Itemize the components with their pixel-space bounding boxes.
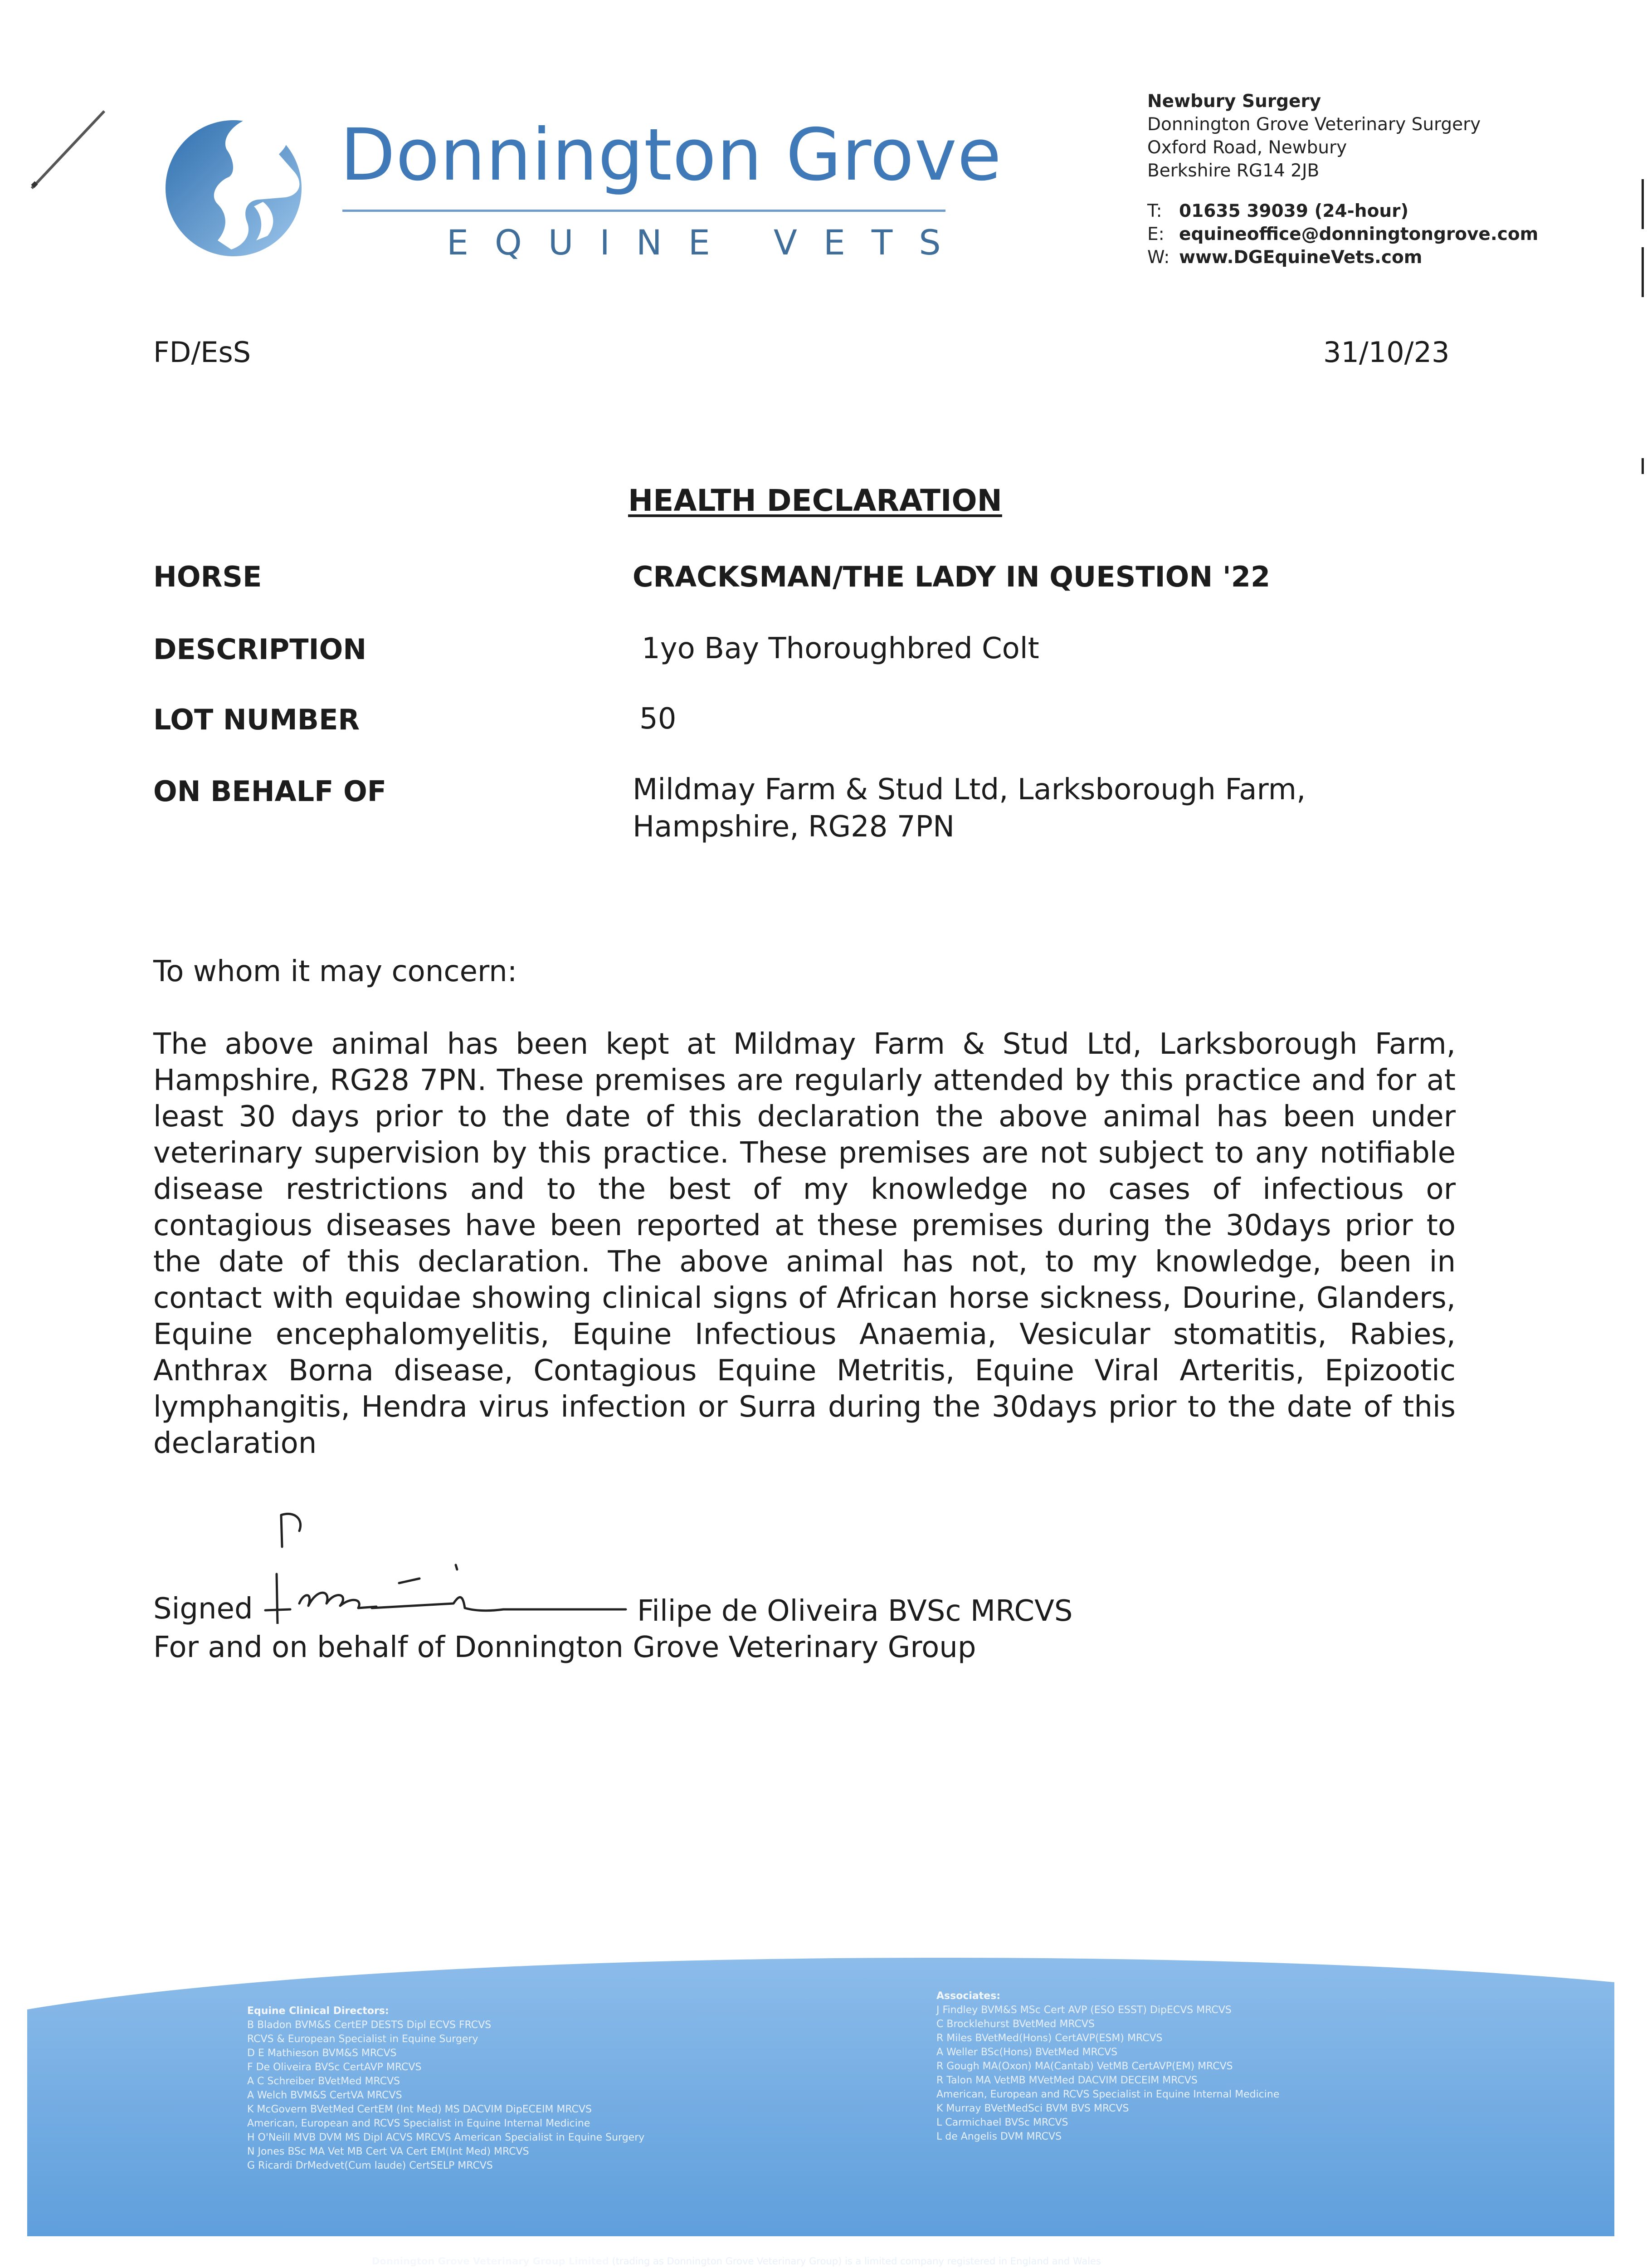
surgery-contact-block	[1147, 90, 1538, 269]
surgery-address-line: Berkshire RG14 2JB	[1147, 161, 1320, 181]
surgery-email: E: equineoffice@donningtongrove.com	[1147, 224, 1539, 244]
lot-number-value: 50	[639, 702, 677, 736]
footer-associates: Associates: J Findley BVM&S MSc Cert AVP (ESO ESST) DipECVS MRCVS C Brocklehurst BVetMed MRCVS R Miles BVetMed(Hons) CertAVP(ESM) MRCVS A Weller BSc(Hons) BVetMed MRCVS R Gough MA(Oxon) MA(Cantab) VetMB CertAVP(EM) MRCVS R Talon MA VetMB MVetMed DACVIM DECEIM MRCVS American, European and RCVS Specialist in Equine Internal Medicine K Murray BVetMedSci BVM BVS MRCVS L Carmichael BVSc MRCVS L de Angelis DVM MRCVS	[936, 1990, 1280, 2142]
scan-mark-line	[27, 107, 113, 193]
surgery-website: W: www.DGEquineVets.com	[1147, 247, 1423, 268]
scan-edge-mark	[1642, 247, 1644, 297]
document-reference: FD/EsS	[153, 336, 251, 369]
footer-company-note: Donnington Grove Veterinary Group Limited (trading as Donnington Grove Veterinary Group) is a limited company registered in England and Wales	[372, 2256, 1101, 2267]
surgery-address-line: Donnington Grove Veterinary Surgery	[1147, 114, 1481, 135]
salutation: To whom it may concern:	[153, 955, 517, 988]
scan-edge-mark	[1642, 458, 1644, 474]
surgery-phone: T: 01635 39039 (24-hour)	[1147, 201, 1409, 221]
surgery-heading: Newbury Surgery	[1147, 91, 1321, 112]
lot-number-label: LOT NUMBER	[153, 703, 360, 736]
surgery-address-line: Oxford Road, Newbury	[1147, 137, 1347, 158]
on-behalf-signature-line: For and on behalf of Donnington Grove Veterinary Group	[153, 1631, 976, 1664]
horse-value: CRACKSMAN/THE LADY IN QUESTION '22	[633, 560, 1271, 593]
brand-name: Donnington Grove	[340, 113, 1002, 197]
handwritten-signature	[263, 1506, 635, 1624]
on-behalf-value	[633, 771, 1358, 846]
scan-edge-mark	[1642, 179, 1644, 229]
on-behalf-line: Mildmay Farm & Stud Ltd, Larksborough Farm,	[633, 773, 1306, 807]
document-date: 31/10/23	[1323, 336, 1450, 369]
signed-label: Signed	[153, 1592, 253, 1626]
on-behalf-line: Hampshire, RG28 7PN	[633, 810, 955, 844]
description-value: 1yo Bay Thoroughbred Colt	[642, 632, 1039, 665]
signer-name: Filipe de Oliveira BVSc MRCVS	[637, 1594, 1073, 1628]
description-label: DESCRIPTION	[153, 633, 367, 666]
footer-directors: Equine Clinical Directors: B Bladon BVM&S CertEP DESTS Dipl ECVS FRCVS RCVS & European Specialist in Equine Surgery D E Mathieson BVM&S MRCVS F De Oliveira BVSc CertAVP MRCVS A C Schreiber BVetMed MRCVS A Welch BVM&S CertVA MRCVS K McGovern BVetMed CertEM (Int Med) MS DACVIM DipECEIM MRCVS American, European and RCVS Specialist in Equine Internal Medicine H O'Neill MVB DVM MS Dipl ACVS MRCVS American Specialist in Equine Surgery N Jones BSc MA Vet MB Cert VA Cert EM(Int Med) MRCVS G Ricardi DrMedvet(Cum laude) CertSELP MRCVS	[247, 2005, 645, 2171]
horse-head-logo	[150, 104, 331, 259]
brand-tagline: EQUINE VETS	[447, 222, 967, 263]
on-behalf-label: ON BEHALF OF	[153, 775, 387, 808]
declaration-body: The above animal has been kept at Mildmay Farm & Stud Ltd, Larksborough Farm, Hampshire, RG28 7PN. These premises are regularly attended by this practice and for at least 30 days prior to the date of this declaration the above animal has been under veterinary supervision by this practice. These premises are not subject to any notifiable disease restrictions and to the best of my knowledge no cases of infectious or contagious diseases have been reported at these premises during the 30days prior to the date of this declaration. The above animal has not, to my knowledge, been in contact with equidae showing clinical signs of African horse sickness, Dourine, Glanders, Equine encephalomyelitis, Equine Infectious Anaemia, Vesicular stomatitis, Rabies, Anthrax Borna disease, Contagious Equine Metritis, Equine Viral Arteritis, Epizootic lymphangitis, Hendra virus infection or Surra during the 30days prior to the date of this declaration	[153, 1027, 1456, 1460]
horse-label: HORSE	[153, 560, 262, 593]
document-title: HEALTH DECLARATION	[628, 483, 1002, 518]
brand-divider	[342, 210, 945, 212]
